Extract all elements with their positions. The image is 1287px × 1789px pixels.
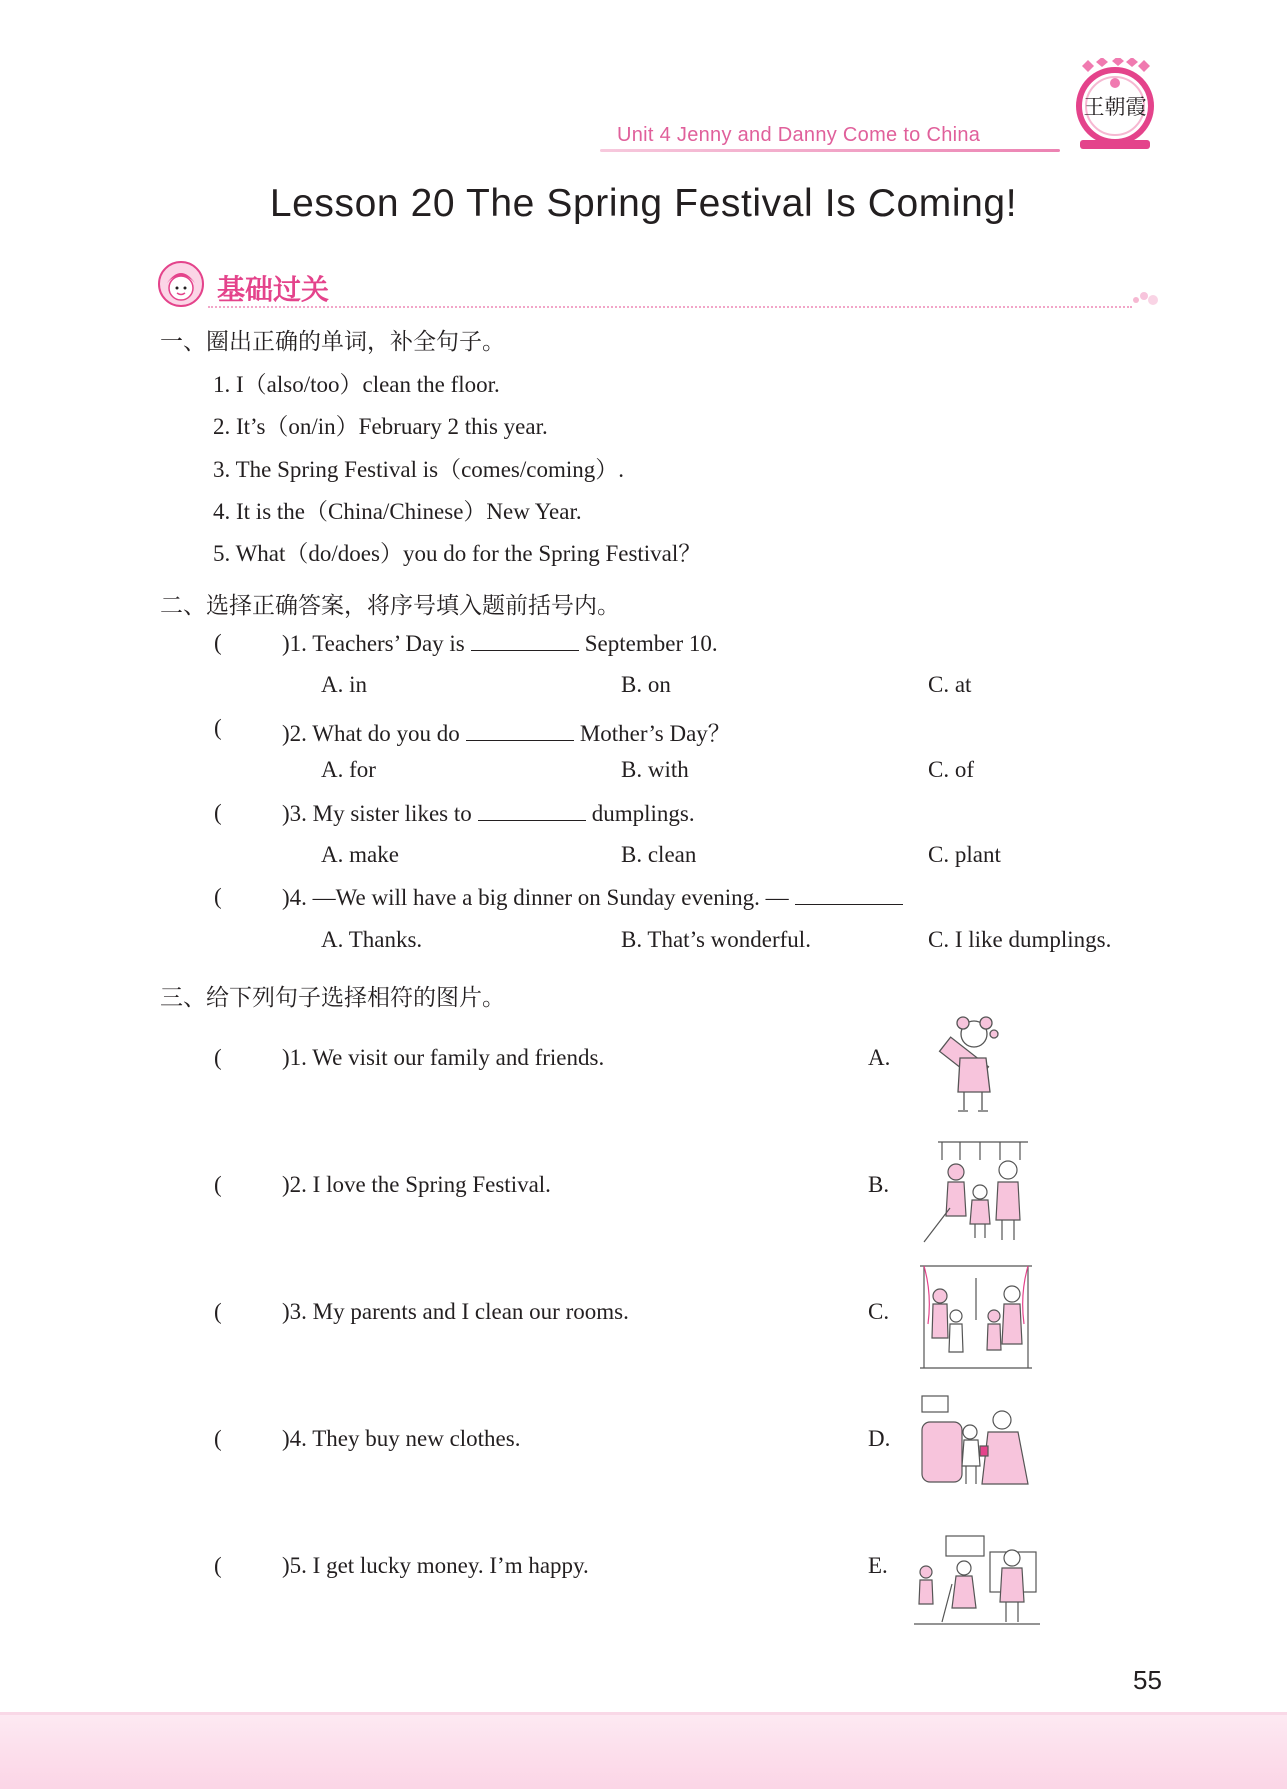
answer-paren[interactable]: ( bbox=[214, 1553, 222, 1578]
option-a: A. Thanks. bbox=[321, 927, 423, 952]
logo-text: 王朝霞 bbox=[1083, 95, 1147, 119]
section-divider bbox=[208, 306, 1132, 308]
part1-item-2: 2. It’s（on/in）February 2 this year. bbox=[213, 414, 548, 439]
picture-letter-c: C. bbox=[868, 1299, 890, 1324]
option-b: B. That’s wonderful. bbox=[621, 927, 811, 952]
answer-paren[interactable]: ( bbox=[214, 1426, 222, 1451]
option-c: C. at bbox=[928, 672, 972, 697]
mc-question-1: )1. Teachers’ Day is September 10. bbox=[282, 631, 718, 656]
answer-paren[interactable]: ( bbox=[214, 884, 222, 909]
child-getting-lucky-money-icon bbox=[918, 1392, 1036, 1496]
match-item-3: )3. My parents and I clean our rooms. bbox=[282, 1299, 629, 1324]
unit-header: Unit 4 Jenny and Danny Come to China bbox=[617, 124, 981, 146]
brand-seal-icon bbox=[1074, 58, 1156, 152]
option-c: C. of bbox=[928, 757, 974, 782]
dots-decoration-icon bbox=[1130, 290, 1160, 310]
mc-question-3: )3. My sister likes to dumplings. bbox=[282, 801, 695, 826]
option-c: C. I like dumplings. bbox=[928, 927, 1112, 952]
option-a: A. make bbox=[321, 842, 399, 867]
picture-letter-d: D. bbox=[868, 1426, 891, 1451]
answer-blank[interactable] bbox=[795, 884, 903, 905]
option-b: B. clean bbox=[621, 842, 697, 867]
answer-blank[interactable] bbox=[466, 720, 574, 741]
part1-heading: 一、圈出正确的单词，补全句子。 bbox=[160, 329, 505, 354]
match-item-1: )1. We visit our family and friends. bbox=[282, 1045, 605, 1070]
picture-letter-a: A. bbox=[868, 1045, 891, 1070]
answer-paren[interactable]: ( bbox=[214, 715, 222, 740]
mc-question-4: )4. —We will have a big dinner on Sunday evening. — bbox=[282, 884, 909, 911]
part1-item-3: 3. The Spring Festival is（comes/coming）. bbox=[213, 457, 624, 482]
girl-avatar-icon bbox=[158, 261, 204, 307]
match-item-5: )5. I get lucky money. I’m happy. bbox=[282, 1553, 589, 1578]
page-number: 55 bbox=[1133, 1665, 1162, 1695]
family-visiting-icon bbox=[916, 1264, 1036, 1372]
family-cleaning-room-icon bbox=[912, 1532, 1042, 1626]
option-b: B. with bbox=[621, 757, 689, 782]
section-title: 基础过关 bbox=[217, 274, 330, 305]
header-underline bbox=[600, 149, 1060, 152]
picture-letter-b: B. bbox=[868, 1172, 890, 1197]
part1-item-4: 4. It is the（China/Chinese）New Year. bbox=[213, 499, 582, 524]
answer-paren[interactable]: ( bbox=[214, 1045, 222, 1070]
match-item-4: )4. They buy new clothes. bbox=[282, 1426, 521, 1451]
girl-holding-couplet-icon bbox=[930, 1012, 1010, 1116]
lesson-title: Lesson 20 The Spring Festival Is Coming! bbox=[269, 182, 1018, 225]
answer-paren[interactable]: ( bbox=[214, 1172, 222, 1197]
answer-blank[interactable] bbox=[471, 630, 579, 651]
match-item-2: )2. I love the Spring Festival. bbox=[282, 1172, 551, 1197]
answer-paren[interactable]: ( bbox=[214, 800, 222, 825]
part1-item-1: 1. I（also/too）clean the floor. bbox=[213, 372, 500, 397]
mc-question-2: )2. What do you do Mother’s Day？ bbox=[282, 721, 731, 746]
option-c: C. plant bbox=[928, 842, 1001, 867]
answer-blank[interactable] bbox=[478, 800, 586, 821]
answer-paren[interactable]: ( bbox=[214, 630, 222, 655]
option-a: A. in bbox=[321, 672, 367, 697]
part3-heading: 三、给下列句子选择相符的图片。 bbox=[160, 985, 505, 1010]
option-b: B. on bbox=[621, 672, 671, 697]
option-a: A. for bbox=[321, 757, 376, 782]
answer-paren[interactable]: ( bbox=[214, 1299, 222, 1324]
family-shopping-clothes-icon bbox=[920, 1138, 1032, 1244]
part2-heading: 二、选择正确答案，将序号填入题前括号内。 bbox=[160, 593, 620, 618]
part1-item-5: 5. What（do/does）you do for the Spring Festival？ bbox=[213, 541, 702, 566]
footer-band bbox=[0, 1715, 1287, 1789]
picture-letter-e: E. bbox=[868, 1553, 888, 1578]
